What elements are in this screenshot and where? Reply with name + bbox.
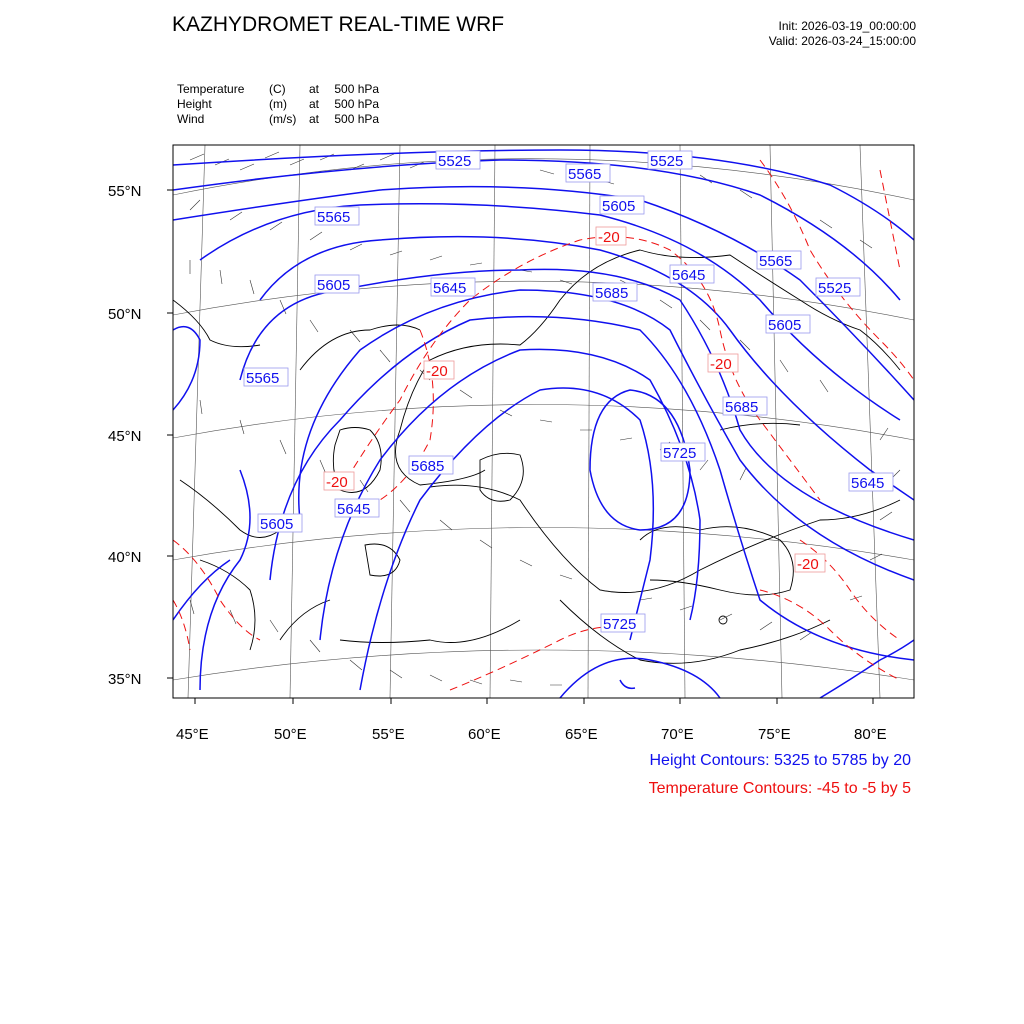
contour-label: [324, 472, 354, 491]
field-temperature: Temperature (C) at 500 hPa: [177, 82, 380, 96]
contour-label: [436, 151, 480, 170]
contour-label: [648, 151, 692, 170]
svg-text:5605: 5605: [260, 516, 294, 533]
lat-label: 35°N: [108, 671, 142, 688]
lon-label: 55°E: [372, 726, 405, 743]
svg-text:5645: 5645: [851, 475, 885, 492]
contour-label: [409, 456, 453, 475]
contour-label: [757, 251, 801, 270]
contour-label: [424, 361, 454, 380]
svg-text:5645: 5645: [433, 280, 467, 297]
contour-label: [601, 614, 645, 633]
contour-label: [596, 227, 626, 246]
svg-text:-20: -20: [598, 229, 620, 246]
svg-text:-20: -20: [426, 363, 448, 380]
lat-label: 40°N: [108, 549, 142, 566]
contour-label: [795, 554, 825, 573]
valid-time: Valid: 2026-03-24_15:00:00: [768, 34, 916, 48]
svg-text:5685: 5685: [725, 399, 759, 416]
contour-label: [766, 315, 810, 334]
lon-label: 60°E: [468, 726, 501, 743]
lon-label: 75°E: [758, 726, 791, 743]
wind-barbs: [190, 152, 900, 685]
lat-label: 50°N: [108, 306, 142, 323]
lon-label: 65°E: [565, 726, 598, 743]
svg-text:5685: 5685: [595, 285, 629, 302]
contour-label: [315, 207, 359, 226]
svg-text:-20: -20: [326, 474, 348, 491]
svg-text:5565: 5565: [317, 209, 351, 226]
contour-label: [816, 278, 860, 297]
contour-label: [670, 265, 714, 284]
lon-label: 80°E: [854, 726, 887, 743]
svg-text:5525: 5525: [650, 153, 684, 170]
map-frame: [173, 145, 914, 698]
lon-label: 70°E: [661, 726, 694, 743]
lon-label: 50°E: [274, 726, 307, 743]
svg-text:5605: 5605: [768, 317, 802, 334]
svg-text:5565: 5565: [568, 166, 602, 183]
init-time: Init: 2026-03-19_00:00:00: [778, 19, 916, 33]
field-wind: Wind (m/s) at 500 hPa: [177, 112, 380, 126]
lon-axis: [176, 698, 887, 743]
lon-label: 45°E: [176, 726, 209, 743]
lat-label: 45°N: [108, 428, 142, 445]
contour-label: [335, 499, 379, 518]
contour-label: [593, 283, 637, 302]
temperature-contour-legend: Temperature Contours: -45 to -5 by 5: [648, 780, 911, 797]
graticule: [173, 145, 914, 698]
map-title: KAZHYDROMET REAL-TIME WRF: [172, 13, 505, 36]
svg-text:5725: 5725: [663, 445, 697, 462]
svg-text:5645: 5645: [337, 501, 371, 518]
contour-label: [431, 278, 475, 297]
svg-text:5565: 5565: [759, 253, 793, 270]
lat-label: 55°N: [108, 183, 142, 200]
svg-text:5525: 5525: [818, 280, 852, 297]
contour-label: [258, 514, 302, 533]
contour-label: [849, 473, 893, 492]
contour-label: [244, 368, 288, 387]
svg-text:5605: 5605: [317, 277, 351, 294]
height-contour-legend: Height Contours: 5325 to 5785 by 20: [649, 752, 911, 769]
contour-label: [315, 275, 359, 294]
svg-text:-20: -20: [710, 356, 732, 373]
field-height: Height (m) at 500 hPa: [177, 97, 380, 111]
svg-text:5645: 5645: [672, 267, 706, 284]
contour-label: [661, 443, 705, 462]
svg-text:5725: 5725: [603, 616, 637, 633]
svg-text:5525: 5525: [438, 153, 472, 170]
contour-label: [723, 397, 767, 416]
lat-axis: [108, 183, 173, 688]
contour-label: [600, 196, 644, 215]
svg-text:5605: 5605: [602, 198, 636, 215]
contour-label: [566, 164, 610, 183]
contour-label: [708, 354, 738, 373]
svg-text:-20: -20: [797, 556, 819, 573]
temperature-contours: [173, 160, 914, 690]
svg-text:5685: 5685: [411, 458, 445, 475]
svg-text:5565: 5565: [246, 370, 280, 387]
